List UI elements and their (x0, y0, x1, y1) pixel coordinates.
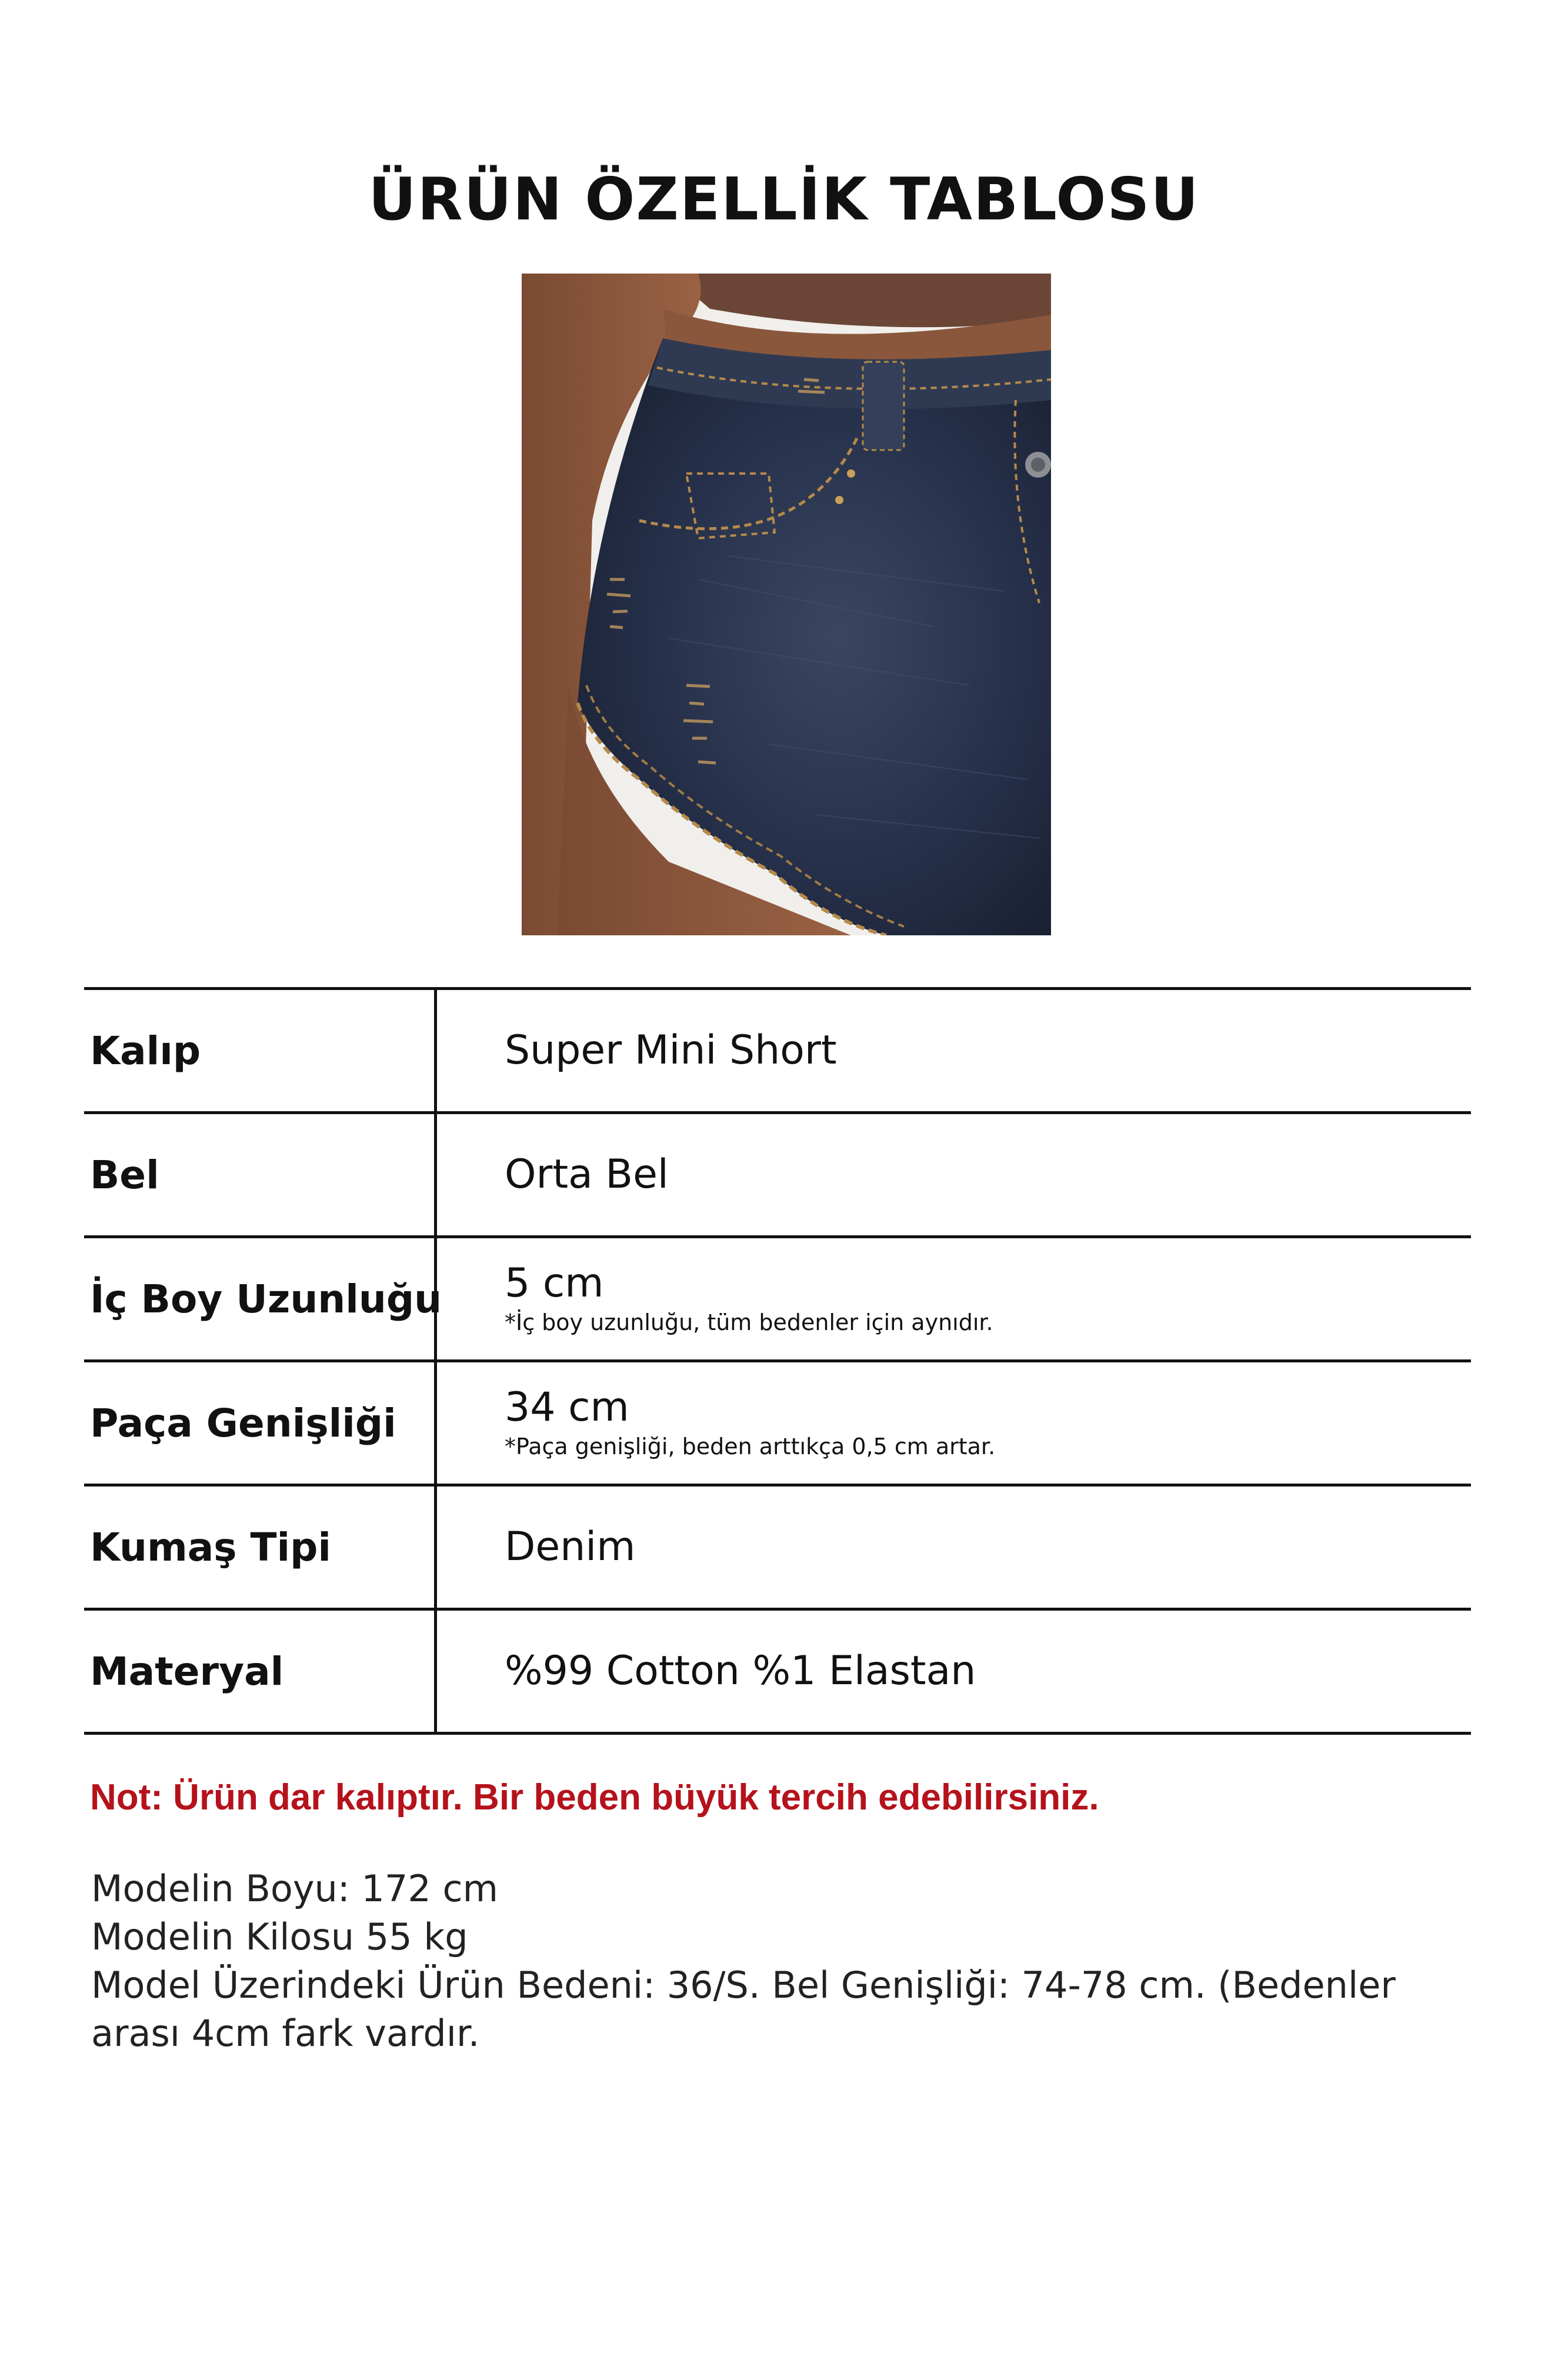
spec-value (505, 990, 837, 1111)
spec-value (505, 1611, 976, 1732)
spec-value (505, 1238, 993, 1359)
spec-row-kumas (84, 1484, 1471, 1608)
spec-row-bel (84, 1111, 1471, 1235)
spec-row-materyal (84, 1608, 1471, 1735)
spec-value-text: Super Mini Short (505, 1026, 837, 1074)
product-photo (522, 274, 1051, 935)
spec-table (84, 987, 1471, 1735)
spec-value (505, 1362, 995, 1484)
spec-value-text: 5 cm (505, 1260, 604, 1307)
model-height: Modelin Boyu: 172 cm (91, 1867, 498, 1910)
spec-label: Kalıp (90, 1028, 201, 1074)
spec-row-kalip (84, 987, 1471, 1111)
model-size: Model Üzerindeki Ürün Bedeni: 36/S. Bel Genişliği: 74-78 cm. (Bedenler arası 4cm fark vardır. (91, 1964, 1396, 2055)
spec-row-paca (84, 1359, 1471, 1484)
column-divider (434, 1238, 437, 1359)
spec-value-text: 34 cm (505, 1384, 629, 1431)
spec-value-text: %99 Cotton %1 Elastan (505, 1647, 976, 1694)
model-weight: Modelin Kilosu 55 kg (91, 1915, 468, 1958)
column-divider (434, 1611, 437, 1732)
spec-value-text: Orta Bel (505, 1151, 669, 1198)
spec-label: Bel (90, 1152, 159, 1198)
spec-value-text: Denim (505, 1523, 636, 1570)
fit-warning: Not: Ürün dar kalıptır. Bir beden büyük tercih edebilirsiniz. (90, 1777, 1099, 1818)
spec-row-ic-boy (84, 1235, 1471, 1359)
spec-note: *Paça genişliği, beden arttıkça 0,5 cm artar. (505, 1433, 996, 1459)
spec-note: *İç boy uzunluğu, tüm bedenler için aynıdır. (505, 1309, 993, 1335)
spec-label: Kumaş Tipi (90, 1524, 332, 1570)
page-title: ÜRÜN ÖZELLİK TABLOSU (368, 165, 1200, 234)
column-divider (434, 1362, 437, 1484)
spec-value (505, 1114, 669, 1235)
spec-label: Materyal (90, 1648, 284, 1694)
spec-label: Paça Genişliği (90, 1400, 396, 1446)
spec-label: İç Boy Uzunluğu (90, 1276, 442, 1322)
model-info (91, 1865, 1473, 2058)
column-divider (434, 990, 437, 1111)
column-divider (434, 1487, 437, 1608)
spec-value (505, 1487, 635, 1608)
column-divider (434, 1114, 437, 1235)
